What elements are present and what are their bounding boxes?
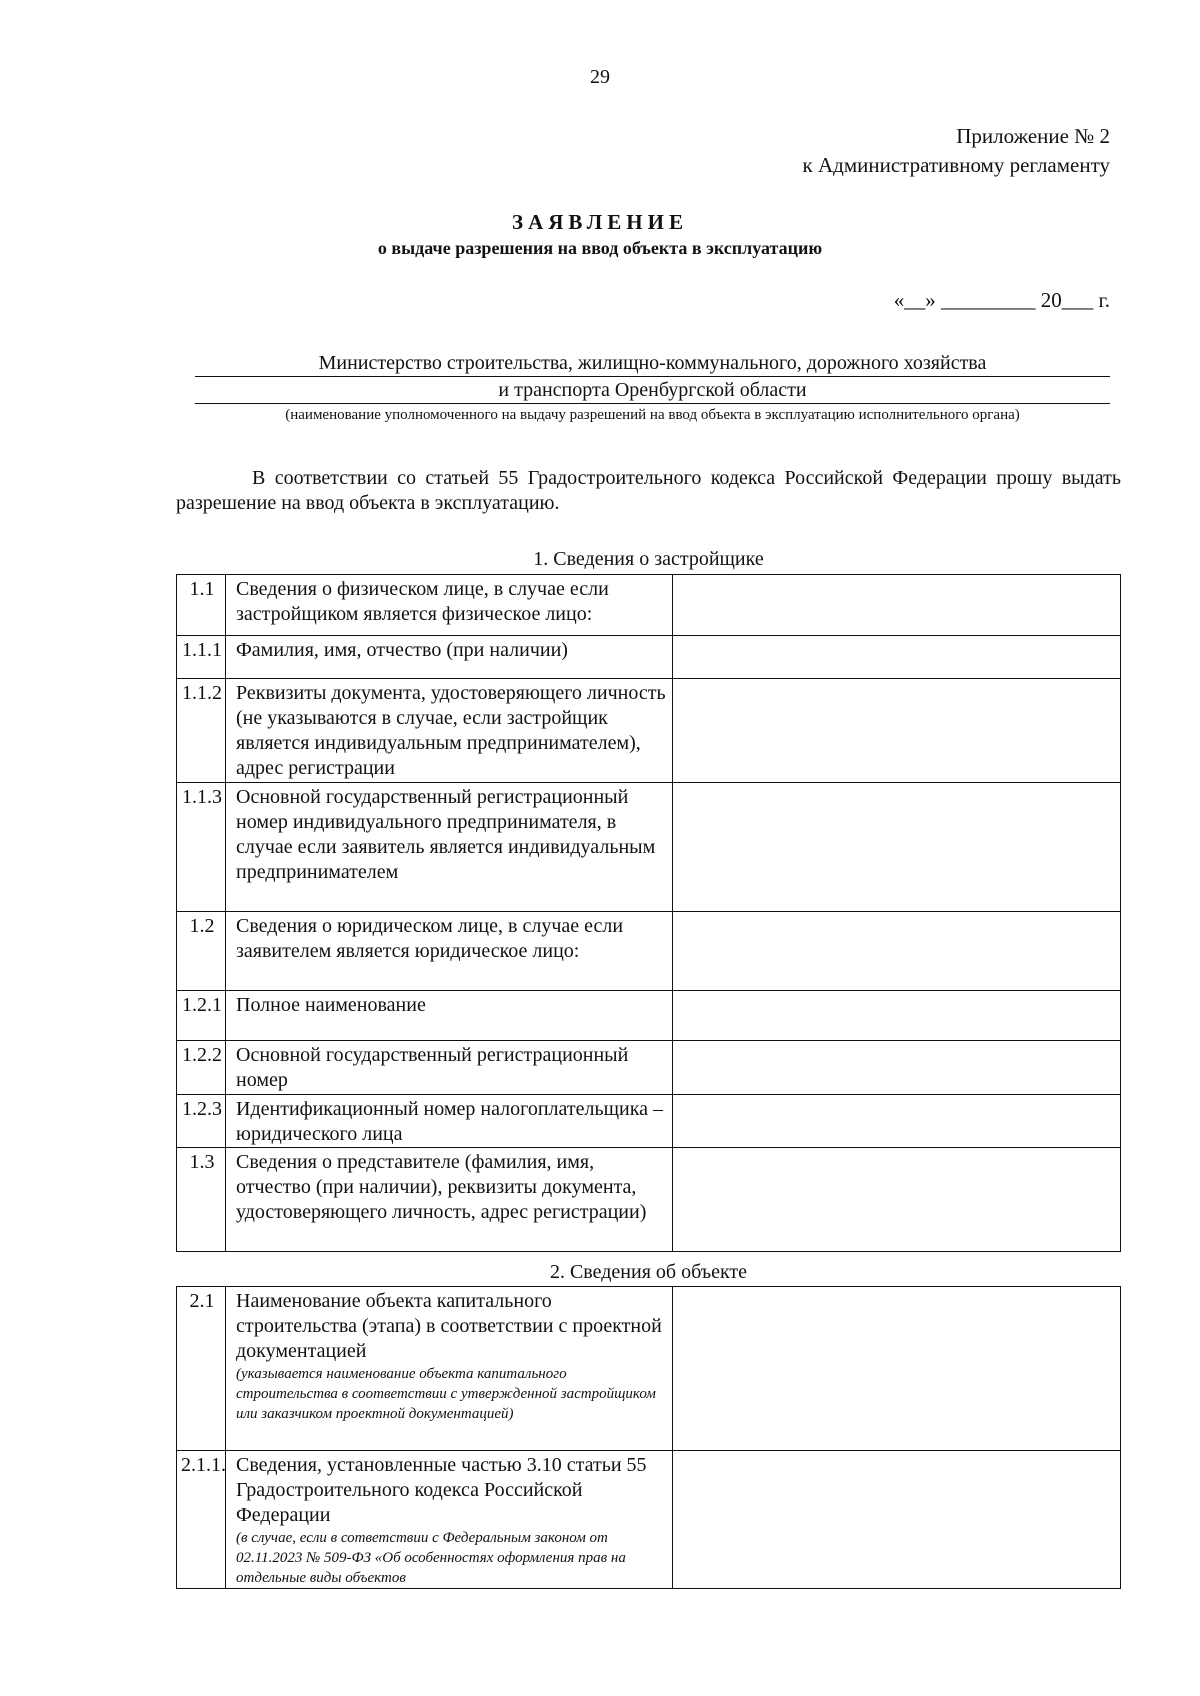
appendix-line-1: Приложение № 2 (956, 124, 1110, 148)
row-value-field[interactable] (673, 1148, 1121, 1252)
row-label: Фамилия, имя, отчество (при наличии) (226, 636, 673, 679)
date-line[interactable]: «__» _________ 20___ г. (893, 288, 1110, 312)
table-row (177, 575, 1121, 636)
row-label: Полное наименование (226, 991, 673, 1041)
row-number: 1.2.3 (177, 1095, 226, 1148)
section-2-title: 2. Сведения об объекте (549, 1261, 748, 1283)
row-label: Сведения о представителе (фамилия, имя, отчество (при наличии), реквизиты документа, удостоверяющего личность, адрес регистрации) (226, 1148, 673, 1252)
row-value-field[interactable] (673, 636, 1121, 679)
intro-text: В соответствии со статьей 55 Градостроительного кодекса Российской Федерации прошу выдать разрешение на ввод объекта в эксплуатацию. (176, 467, 1121, 514)
table-row (177, 636, 1121, 679)
row-value-field[interactable] (673, 912, 1121, 991)
row-label: Основной государственный регистрационный номер индивидуального предпринимателя, в случае если заявитель является индивидуальным предпринимателем (226, 783, 673, 912)
row-label: Сведения о юридическом лице, в случае если заявителем является юридическое лицо: (226, 912, 673, 991)
row-number: 1.2 (177, 912, 226, 991)
row-note: (указывается наименование объекта капитального строительства в соответствии с утвержденной застройщиком или заказчиком проектной документацией) (236, 1366, 656, 1422)
section-1-table (176, 574, 1121, 1252)
table-row (177, 1095, 1121, 1148)
row-label: Сведения о физическом лице, в случае если застройщиком является физическое лицо: (226, 575, 673, 636)
row-number: 1.2.1 (177, 991, 226, 1041)
row-value-field[interactable] (673, 1287, 1121, 1451)
row-value-field[interactable] (673, 679, 1121, 783)
section-2-table (176, 1286, 1121, 1589)
ministry-line-2: и транспорта Оренбургской области (195, 377, 1110, 404)
row-number: 1.1.3 (177, 783, 226, 912)
appendix-header (803, 122, 1110, 180)
row-label: Реквизиты документа, удостоверяющего личность (не указываются в случае, если застройщик является индивидуальным предпринимателем), адрес регистрации (226, 679, 673, 783)
table-row (177, 912, 1121, 991)
row-number: 1.2.2 (177, 1041, 226, 1095)
row-number: 1.1.2 (177, 679, 226, 783)
table-row (177, 1148, 1121, 1252)
table-row (177, 1451, 1121, 1589)
table-row (177, 1041, 1121, 1095)
ministry-block (195, 350, 1110, 425)
row-number: 1.1.1 (177, 636, 226, 679)
table-row (177, 679, 1121, 783)
row-value-field[interactable] (673, 1041, 1121, 1095)
row-number: 1.1 (177, 575, 226, 636)
row-value-field[interactable] (673, 783, 1121, 912)
row-label-text: Наименование объекта капитального строительства (этапа) в соответствии с проектной документацией (236, 1290, 662, 1362)
document-title: ЗАЯВЛЕНИЕ (512, 210, 688, 234)
row-label (226, 1451, 673, 1589)
table-row (177, 783, 1121, 912)
row-note: (в случае, если в сответствии с Федеральным законом от 02.11.2023 № 509-ФЗ «Об особенностях оформления прав на отдельные виды объектов (236, 1530, 626, 1586)
row-label-text: Сведения, установленные частью 3.10 статьи 55 Градостроительного кодекса Российской Федерации (236, 1454, 647, 1526)
row-label: Основной государственный регистрационный номер (226, 1041, 673, 1095)
page-number: 29 (590, 66, 610, 88)
row-value-field[interactable] (673, 1095, 1121, 1148)
row-label: Идентификационный номер налогоплательщика – юридического лица (226, 1095, 673, 1148)
appendix-line-2: к Административному регламенту (802, 153, 1110, 177)
table-row (177, 1287, 1121, 1451)
row-value-field[interactable] (673, 575, 1121, 636)
table-row (177, 991, 1121, 1041)
section-1-title: 1. Сведения о застройщике (533, 548, 764, 570)
row-number: 2.1.1. (177, 1451, 226, 1589)
ministry-line-1: Министерство строительства, жилищно-коммунального, дорожного хозяйства (195, 350, 1110, 377)
row-label (226, 1287, 673, 1451)
row-number: 1.3 (177, 1148, 226, 1252)
intro-paragraph (176, 466, 1121, 516)
row-value-field[interactable] (673, 991, 1121, 1041)
row-value-field[interactable] (673, 1451, 1121, 1589)
document-subtitle: о выдаче разрешения на ввод объекта в эксплуатацию (377, 238, 823, 258)
ministry-hint: (наименование уполномоченного на выдачу разрешений на ввод объекта в эксплуатацию исполнительного органа) (285, 407, 1020, 423)
row-number: 2.1 (177, 1287, 226, 1451)
